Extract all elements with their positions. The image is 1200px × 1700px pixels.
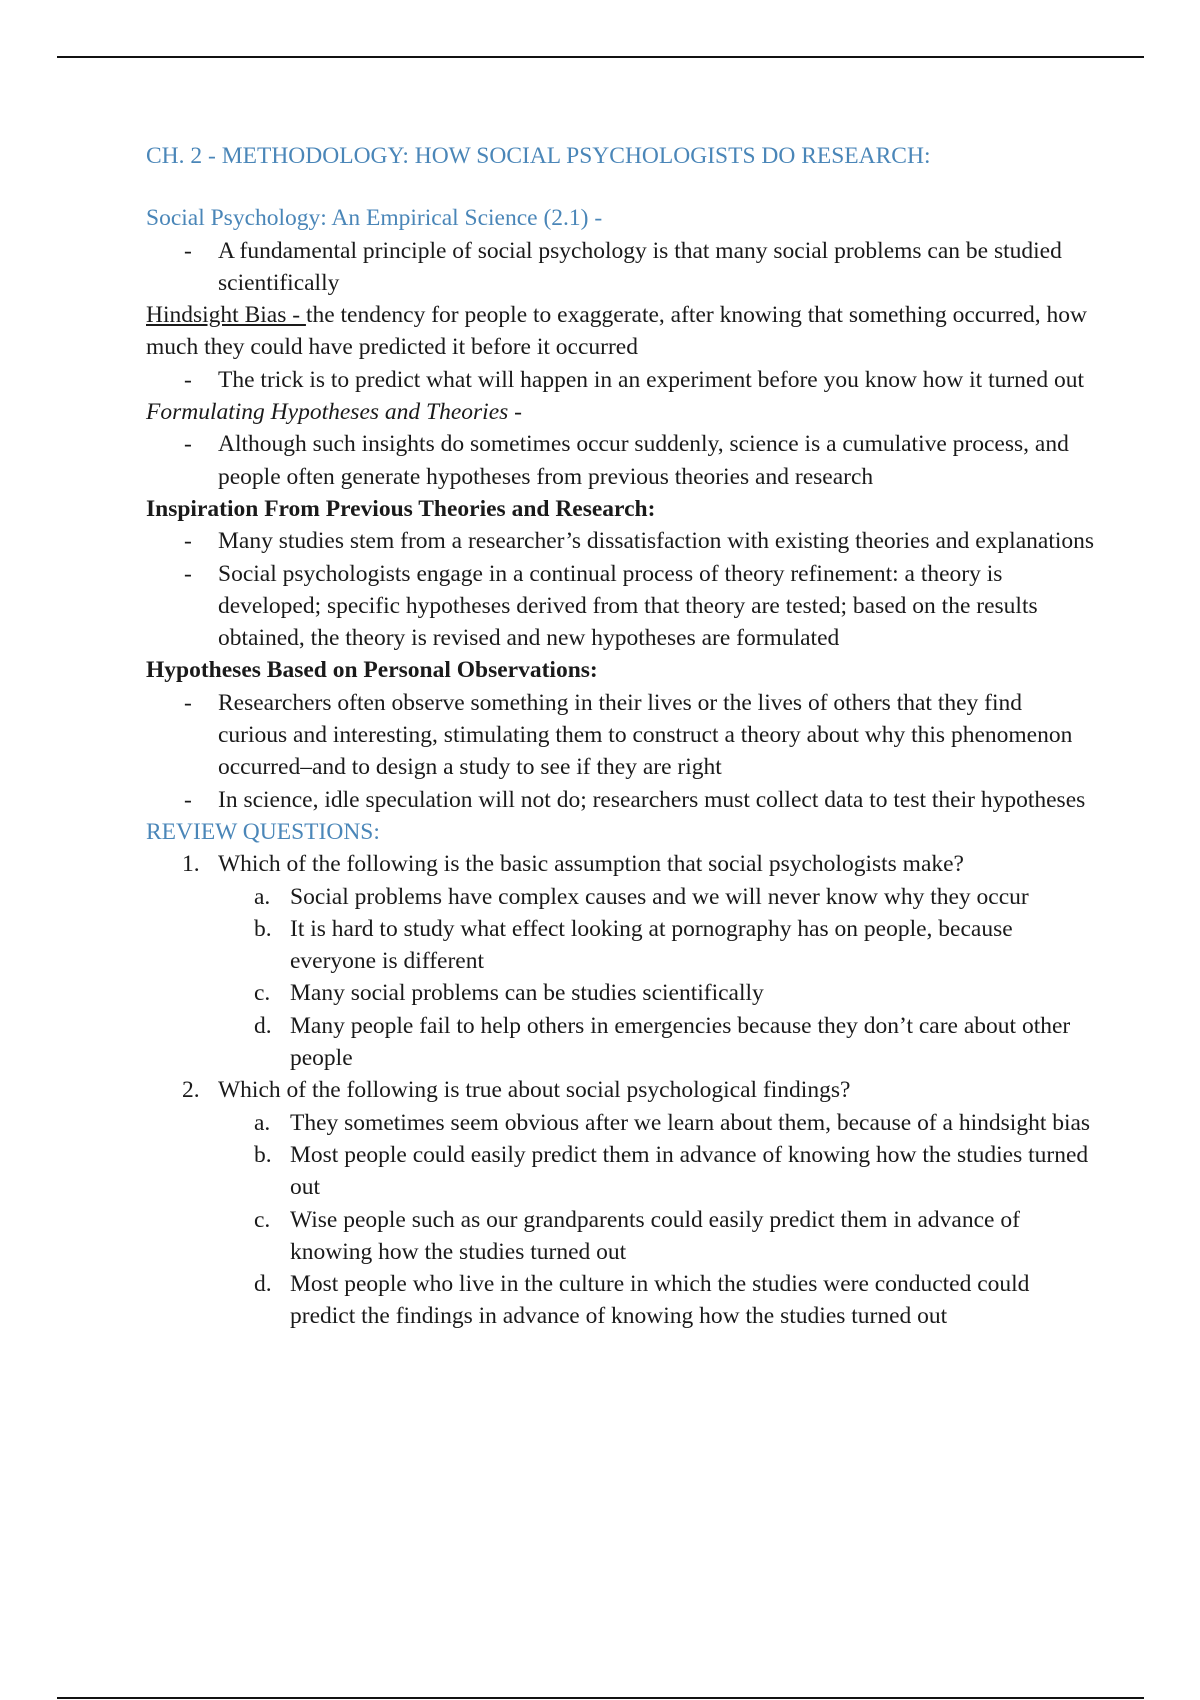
answer-option [218, 881, 1096, 913]
option-letter: a. [254, 1109, 271, 1136]
option-letter: d. [254, 1012, 272, 1039]
answer-options [218, 1107, 1096, 1333]
section-heading-review-questions: REVIEW QUESTIONS: [146, 818, 380, 845]
term-hindsight-bias: Hindsight Bias - [146, 302, 306, 329]
bullet-list-formulating [146, 428, 1096, 493]
answer-option [218, 1268, 1096, 1333]
option-letter: c. [254, 1206, 271, 1233]
subheading-formulating-hypotheses: Formulating Hypotheses and Theories - [146, 399, 522, 426]
answer-option [218, 1010, 1096, 1075]
bullet-item: - Researchers often observe something in their lives or the lives of others that they find curious and interesting, stimulating them to construct a theory about why this phenomenon occurred–and to design a study to see if they are right [146, 687, 1096, 784]
bullet-item: - In science, idle speculation will not do; researchers must collect data to test their hypotheses [146, 784, 1096, 816]
answer-option [218, 1204, 1096, 1269]
answer-option [218, 1107, 1096, 1139]
spacer [146, 172, 1096, 202]
hindsight-bias-paragraph [146, 299, 1096, 364]
option-text: They sometimes seem obvious after we learn about them, because of a hindsight bias [290, 1109, 1091, 1136]
option-letter: a. [254, 883, 271, 910]
bottom-rule [57, 1697, 1144, 1699]
question-text: Which of the following is true about social psychological findings? [218, 1077, 851, 1104]
answer-options [218, 881, 1096, 1075]
document-page [146, 140, 1096, 1333]
bullet-item: - Many studies stem from a researcher’s dissatisfaction with existing theories and explanations [146, 525, 1096, 557]
question-number: 1. [182, 851, 200, 878]
answer-option [218, 977, 1096, 1009]
option-text: Social problems have complex causes and we will never know why they occur [290, 883, 1029, 910]
bullet-list-empirical [146, 235, 1096, 300]
option-text: It is hard to study what effect looking at pornography has on people, because everyone is different [290, 915, 1013, 975]
bullet-item: - Although such insights do sometimes occur suddenly, science is a cumulative process, and people often generate hypotheses from previous theories and research [146, 428, 1096, 493]
option-text: Many social problems can be studies scientifically [290, 980, 764, 1007]
bullet-item: - A fundamental principle of social psychology is that many social problems can be studied scientifically [146, 235, 1096, 300]
subheading-personal-observations: Hypotheses Based on Personal Observations: [146, 657, 598, 684]
option-text: Many people fail to help others in emergencies because they don’t care about other people [290, 1012, 1071, 1072]
subheading-inspiration: Inspiration From Previous Theories and Research: [146, 495, 656, 522]
option-text: Most people could easily predict them in advance of knowing how the studies turned out [290, 1141, 1089, 1201]
bullet-list-personal [146, 687, 1096, 816]
review-question-list [146, 848, 1096, 1332]
page-title: CH. 2 - METHODOLOGY: HOW SOCIAL PSYCHOLOGISTS DO RESEARCH: [146, 143, 931, 169]
option-text: Wise people such as our grandparents could easily predict them in advance of knowing how the studies turned out [290, 1206, 1020, 1265]
option-letter: d. [254, 1271, 272, 1298]
bullet-item: - The trick is to predict what will happen in an experiment before you know how it turned out [146, 364, 1096, 396]
top-rule [57, 56, 1144, 58]
answer-option [218, 1139, 1096, 1204]
option-letter: c. [254, 980, 271, 1007]
option-letter: b. [254, 1141, 272, 1168]
answer-option [218, 913, 1096, 978]
bullet-list-inspiration [146, 525, 1096, 654]
question-item [146, 848, 1096, 1074]
question-text: Which of the following is the basic assumption that social psychologists make? [218, 851, 964, 878]
bullet-item: - Social psychologists engage in a continual process of theory refinement: a theory is developed; specific hypotheses derived from that theory are tested; based on the results obtained, the theory is revised and new hypotheses are formulated [146, 558, 1096, 655]
option-letter: b. [254, 915, 272, 942]
bullet-list-hindsight [146, 364, 1096, 396]
question-item [146, 1074, 1096, 1332]
definition-hindsight-bias: the tendency for people to exaggerate, after knowing that something occurred, how much they could have predicted it before it occurred [146, 302, 1088, 361]
option-text: Most people who live in the culture in which the studies were conducted could predict the findings in advance of knowing how the studies turned out [290, 1271, 1030, 1330]
section-heading-empirical-science: Social Psychology: An Empirical Science (2.1) - [146, 205, 603, 232]
question-number: 2. [182, 1077, 200, 1104]
